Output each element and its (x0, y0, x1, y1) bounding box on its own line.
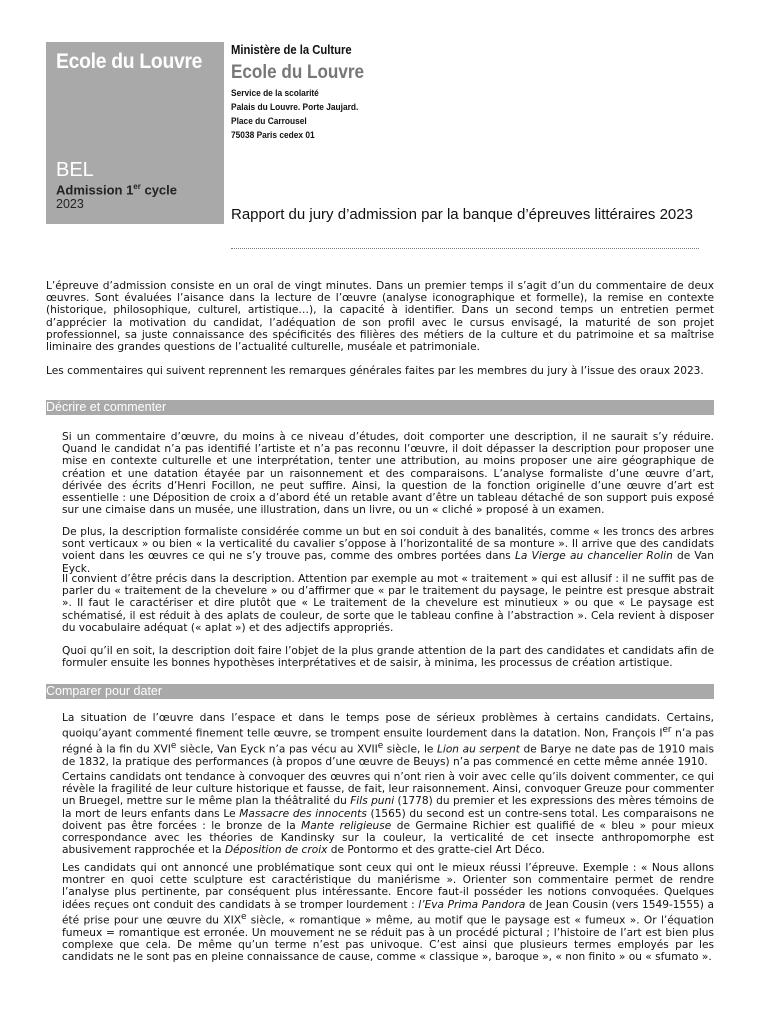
header-logo-block (46, 42, 224, 224)
address-block (231, 87, 358, 143)
report-title: Rapport du jury d’admission par la banque d’épreuves littéraires 2023 (231, 206, 693, 223)
program-label: BEL (56, 159, 94, 181)
section-title: Décrire et commenter (46, 400, 167, 414)
logo-title: Ecole du Louvre (56, 50, 203, 73)
body-paragraph: Les candidats qui ont annoncé une problématique sont ceux qui ont le mieux réussi l’épreuve. Exemple : « Nous allons montrer en quoi cette sculpture est caractéristique du maniérisme ». Orienter son commentaire permet de rendre l’analyse plus pertinente, par conséquent plus intéressante. Encore faut-il posséder les notions convoquées. Quelques idées reçues ont conduit des candidats à se tromper lourdement : l’Eva Prima Pandora de Jean Cousin (vers 1549-1555) a été prise pour une œuvre du XIXe siècle, « romantique » même, au motif que le paysage est « fumeux ». Or l’équation fumeux = romantique est erronée. Un mouvement ne se réduit pas à un procédé pictural ; l’histoire de l’art est bien plus complexe que cela. De même qu’un terme n’est pas univoque. C’est ainsi que plusieurs termes employés par les candidats ne le sont pas en pleine connaissance de cause, comme « classique », baroque », « non finito » ou « sfumato ». (62, 862, 714, 963)
body-paragraph: La situation de l’œuvre dans l’espace et dans le temps pose de sérieux problèmes à certains candidats. Certains, quoiqu’ayant commenté finement telle œuvre, se trompent ensuite lourdement dans la datation. Non, François Ier n’a pas régné à la fin du XVIe siècle, Van Eyck n’a pas vécu au XVIIe siècle, le Lion au serpent de Barye ne date pas de 1910 mais de 1832, la pratique des performances (à propos d’une œuvre de Beuys) n’a pas commencé en cette même année 1910. (62, 712, 714, 768)
title-divider (231, 248, 699, 249)
address-line: Palais du Louvre. Porte Jaujard. (231, 102, 359, 113)
admission-label: Admission 1er cycle (56, 182, 178, 198)
section-header-comparer (46, 684, 714, 699)
section-title: Comparer pour dater (46, 684, 163, 698)
address-line: Service de la scolarité (231, 88, 319, 99)
intro-paragraph: L’épreuve d’admission consiste en un oral de vingt minutes. Dans un premier temps il s’agit d’un du commentaire de deux œuvres. Sont évaluées l’aisance dans la lecture de l’œuvre (analyse iconographique et formelle), la remise en contexte (historique, philosophique, culturel, artistique…), la capacité à identifier. Dans un second temps un entretien permet d’apprécier la motivation du candidat, l’adéquation de son profil avec le cursus envisagé, la maturité de son projet professionnel, sa juste connaissance des spécificités des filières des métiers de la culture et du patrimoine et sa maîtrise liminaire des grandes questions de l’actualité culturelle, muséale et patrimoniale. (46, 280, 714, 354)
body-paragraph: De plus, la description formaliste considérée comme un but en soi conduit à des banalités, comme « les troncs des arbres sont verticaux » ou bien « la verticalité du cavalier s’oppose à l’horizontalité de sa monture ». Il arrive que des candidats voient dans les œuvres ce qui ne s’y trouve pas, comme des ombres portées dans La Vierge au chancelier Rolin de Van Eyck. (62, 526, 715, 575)
body-paragraph: Quoi qu’il en soit, la description doit faire l’objet de la plus grande attention de la part des candidates et candidats afin de formuler ensuite les bonnes hypothèses interprétatives et de saisir, à minima, les processus de création artistique. (62, 645, 714, 670)
body-paragraph: Il convient d’être précis dans la description. Attention par exemple au mot « traitement » qui est allusif : il ne suffit pas de parler du « traitement de la chevelure » ou d’affirmer que « par le traitement du paysage, le peintre est presque abstrait ». Il faut le caractériser et dire plutôt que « Le traitement de la chevelure est minutieux » ou que « Le paysage est schématisé, il est réduit à des aplats de couleur, de sorte que le tableau confine à l’abstraction ». Cela revient à disposer du vocabulaire adéquat (« aplat ») et des adjectifs appropriés. (62, 573, 714, 634)
ministry-name: Ministère de la Culture (231, 43, 352, 57)
address-line: Place du Carrousel (231, 116, 307, 127)
body-paragraph: Si un commentaire d’œuvre, du moins à ce niveau d’études, doit comporter une description, il ne saurait s’y réduire. Quand le candidat n’a pas identifié l’artiste et n’a pas reconnu l’œuvre, il doit dépasser la description pour proposer une mise en contexte culturelle et une interprétation, tenter une attribution, au moins proposer une aire géographique de création et une datation étayée par un raisonnement et des comparaisons. L’analyse formaliste d’une œuvre d’art, dérivée des écrits d’Henri Focillon, ne peut suffire. Ainsi, la question de la fonction originelle d’une œuvre d’art est essentielle : une Déposition de croix a d’abord été un retable avant d’être un tableau détaché de son support puis exposé sur une cimaise dans un musée, une illustration, dans un livre, ou un « cliché » proposé à un examen. (62, 431, 714, 517)
school-name: Ecole du Louvre (231, 62, 365, 83)
body-paragraph: Certains candidats ont tendance à convoquer des œuvres qui n’ont rien à voir avec celle qu’ils doivent commenter, ce qui révèle la fragilité de leur culture historique et fausse, de fait, leur raisonnement. Ainsi, convoquer Greuze pour commenter un Bruegel, mettre sur le même plan la théâtralité du Fils puni (1778) du premier et les expressions des mères témoins de la mort de leurs enfants dans Le Massacre des innocents (1565) du second est un contre-sens total. Les comparaisons ne doivent pas être forcées : le bronze de la Mante religieuse de Germaine Richier est qualifié de « bleu » pour mieux correspondance avec les théories de Kandinsky sur la couleur, la verticalité de cet insecte anthropomorphe est abusivement rapprochée et la Déposition de croix de Pontormo et des gratte-ciel Art Déco. (62, 771, 715, 857)
address-line: 75038 Paris cedex 01 (231, 130, 315, 141)
intro-paragraph: Les commentaires qui suivent reprennent les remarques générales faites par les membres du jury à l’issue des oraux 2023. (46, 365, 704, 377)
section-header-decrire (46, 400, 714, 415)
year-label: 2023 (56, 197, 84, 211)
